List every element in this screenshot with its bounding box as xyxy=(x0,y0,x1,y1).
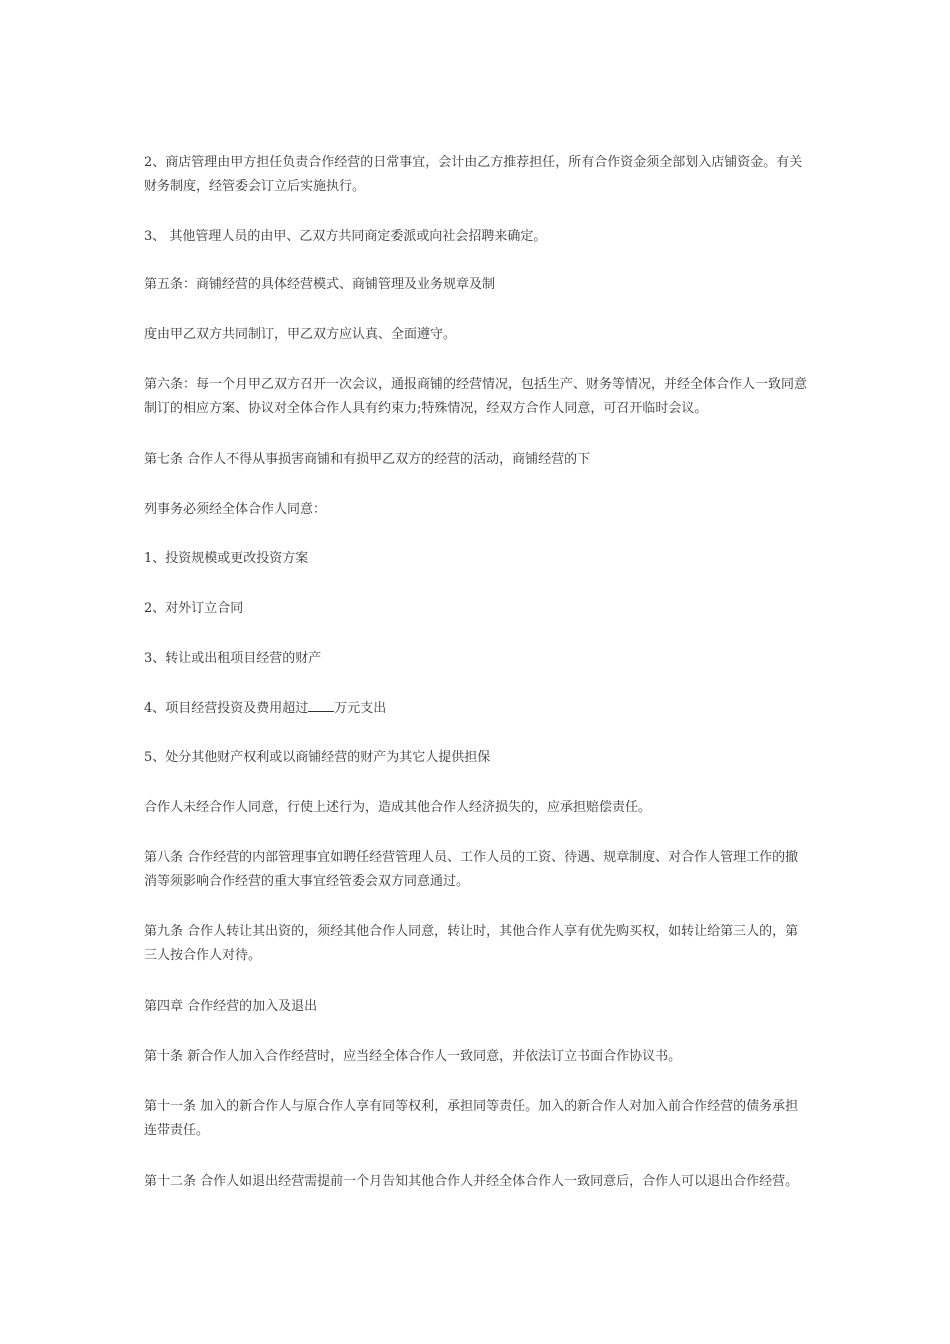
paragraph-article-9: 第九条 合作人转让其出资的，须经其他合作人同意，转让时，其他合作人享有优先购买权，如转让给第三人的，第三人按合作人对待。 xyxy=(144,924,799,963)
paragraph-article-7-b: 列事务必须经全体合作人同意： xyxy=(144,502,327,517)
list-item-5: 5、处分其他财产权利或以商铺经营的财产为其它人提供担保 xyxy=(144,750,491,765)
amount-blank xyxy=(308,698,334,712)
paragraph-article-5-a: 第五条：商铺经营的具体经营模式、商铺管理及业务规章及制 xyxy=(144,277,496,292)
list-item-4 xyxy=(144,697,810,721)
list-item-4-suffix: 万元支出 xyxy=(334,701,387,716)
paragraph-article-8: 第八条 合作经营的内部管理事宜如聘任经营管理人员、工作人员的工资、待遇、规章制度、对合作人管理工作的撤消等须影响合作经营的重大事宜经管委会双方同意通过。 xyxy=(144,850,799,889)
paragraph-article-6: 第六条：每一个月甲乙双方召开一次会议，通报商铺的经营情况，包括生产、财务等情况，并经全体合作人一致同意制订的相应方案、协议对全体合作人具有约束力;特殊情况，经双方合作人同意，可召开临时会议。 xyxy=(144,377,808,416)
list-item-1: 1、投资规模或更改投资方案 xyxy=(144,551,309,566)
paragraph-management: 2、商店管理由甲方担任负责合作经营的日常事宜，会计由乙方推荐担任，所有合作资金须全部划入店铺资金。有关财务制度，经管委会订立后实施执行。 xyxy=(144,155,803,194)
list-item-4-prefix: 4、项目经营投资及费用超过 xyxy=(144,701,309,716)
list-item-2: 2、对外订立合同 xyxy=(144,601,244,616)
paragraph-article-7-a: 第七条 合作人不得从事损害商铺和有损甲乙双方的经营的活动，商铺经营的下 xyxy=(144,452,591,467)
paragraph-liability: 合作人未经合作人同意，行使上述行为，造成其他合作人经济损失的，应承担赔偿责任。 xyxy=(144,800,652,815)
paragraph-article-12: 第十二条 合作人如退出经营需提前一个月告知其他合作人并经全体合作人一致同意后，合作人可以退出合作经营。 xyxy=(144,1174,799,1189)
list-item-3: 3、转让或出租项目经营的财产 xyxy=(144,651,322,666)
chapter-4-heading: 第四章 合作经营的加入及退出 xyxy=(144,999,318,1014)
paragraph-article-5-b: 度由甲乙双方共同制订，甲乙双方应认真、全面遵守。 xyxy=(144,327,457,342)
paragraph-article-11: 第十一条 加入的新合作人与原合作人享有同等权利，承担同等责任。加入的新合作人对加入前合作经营的债务承担连带责任。 xyxy=(144,1099,799,1138)
paragraph-article-10: 第十条 新合作人加入合作经营时，应当经全体合作人一致同意，并依法订立书面合作协议书。 xyxy=(144,1049,682,1064)
paragraph-other-staff: 3、 其他管理人员的由甲、乙双方共同商定委派或向社会招聘来确定。 xyxy=(144,229,547,244)
